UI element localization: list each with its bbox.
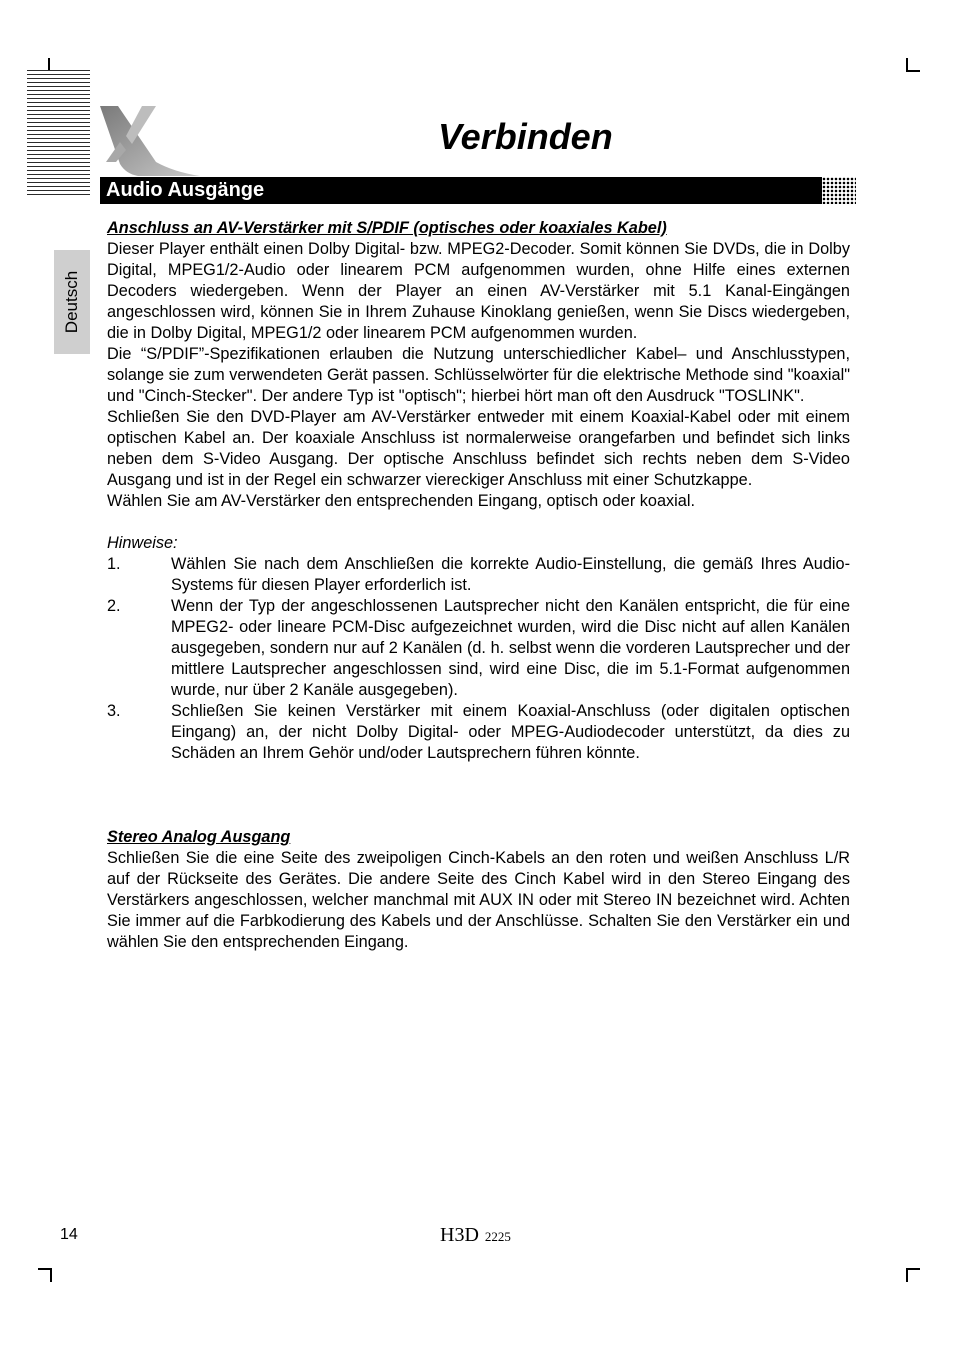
note-text: Wenn der Typ der angeschlossenen Lautsprecher nicht den Kanälen entspricht, die für eine MPEG2- oder lineare PCM-Disc aufgezeichnet wurden, wird die Disc nicht auf allen Kanälen ausgegeben, sondern nur auf 2 Kanälen (d. h. selbst wenn die vorderen Lautsprecher und der mittlere Lautsprecher angeschlossen sind, wird eine Disc, die im 5.1-Format aufgenommen wurde, nur über 2 Kanäle ausgegeben).	[171, 597, 850, 699]
note-number: 2.	[107, 597, 121, 615]
footer-model-logo	[440, 1224, 511, 1247]
crop-mark-bottom-left	[38, 1268, 52, 1282]
paragraph: Die “S/PDIF”-Spezifikationen erlauben die Nutzung unterschiedlicher Kabel– und Anschlusstypen, solange sie zum verwendeten Gerät passen. Schlüsselwörter für die elektrische Methode sind "koaxial" und "Cinch-Stecker". Der andere Typ ist "optisch"; hierbei hört man oft den Ausdruck "TOSLINK".	[107, 345, 850, 405]
notes-list	[107, 554, 850, 764]
section-title: Audio Ausgänge	[106, 179, 265, 201]
paragraph: Schließen Sie die eine Seite des zweipoligen Cinch-Kabels an den roten und weißen Anschluss L/R auf der Rückseite des Gerätes. Die andere Seite des Cinch Kabel wird in den Stereo Eingang des Verstärkers angeschlossen, welcher manchmal mit AUX IN oder mit Stereo IN bezeichnet wird. Achten Sie immer auf die Farbkodierung des Kabels und der Anschlüsse. Schalten Sie den Verstärker ein und wählen Sie den entsprechenden Eingang.	[107, 849, 850, 951]
note-item	[107, 554, 850, 596]
note-number: 1.	[107, 555, 121, 573]
note-text: Schließen Sie keinen Verstärker mit einem Koaxial-Anschluss (oder digitalen optischen Eingang) an, der nicht Dolby Digital- oder MPEG-Audiodecoder unterstützt, da dies zu Schäden an Ihrem Gehör und/oder Lautsprechern führen könnte.	[171, 702, 850, 762]
subsection-heading-spdif: Anschluss an AV-Verstärker mit S/PDIF (optisches oder koaxiales Kabel)	[107, 219, 667, 237]
note-item	[107, 701, 850, 764]
note-number: 3.	[107, 702, 121, 720]
paragraph: Wählen Sie am AV-Verstärker den entsprechenden Eingang, optisch oder koaxial.	[107, 492, 695, 510]
decorative-stripes	[27, 70, 90, 198]
paragraph: Dieser Player enthält einen Dolby Digital- bzw. MPEG2-Decoder. Somit können Sie DVDs, die in Dolby Digital, MPEG1/2-Audio oder linearem PCM aufgenommen wurden, ohne Hilfe eines externen Decoders wiedergeben. Wenn der Player an einen AV-Verstärker mit 5.1 Kanal-Eingängen angeschlossen wird, können Sie in Ihrem Zuhause Kinoklang genießen, wenn Sie Discs wiedergeben, die in Dolby Digital, MPEG1/2 oder linearem PCM aufgenommen wurden.	[107, 240, 850, 342]
note-item	[107, 596, 850, 701]
main-content	[107, 218, 850, 953]
subsection-heading-stereo: Stereo Analog Ausgang	[107, 828, 291, 846]
crop-mark-bottom-right	[906, 1268, 920, 1282]
language-tab-label: Deutsch	[62, 270, 81, 334]
model-number: 2225	[484, 1229, 511, 1244]
note-text: Wählen Sie nach dem Anschließen die korrekte Audio-Einstellung, die gemäß Ihres Audio-Systems für diesen Player erforderlich ist.	[171, 555, 850, 594]
model-name: H3D	[440, 1224, 479, 1246]
page-title: Verbinden	[438, 116, 613, 157]
spacer	[107, 764, 850, 827]
crop-mark-top-right	[906, 58, 920, 72]
section-bar-dot-pattern	[818, 177, 856, 204]
paragraph: Schließen Sie den DVD-Player am AV-Verstärker entweder mit einem Koaxial-Kabel oder mit einem optischen Kabel an. Der koaxiale Anschluss ist normalerweise orangefarben und befindet sich links neben dem S-Video Ausgang. Der optische Anschluss befindet sich rechts neben dem S-Video Ausgang und ist in der Regel ein schwarzer viereckiger Anschluss mit einer Schutzkappe.	[107, 408, 850, 489]
notes-heading: Hinweise:	[107, 534, 178, 552]
brand-x-logo-icon	[96, 100, 206, 180]
page-number: 14	[60, 1226, 78, 1243]
